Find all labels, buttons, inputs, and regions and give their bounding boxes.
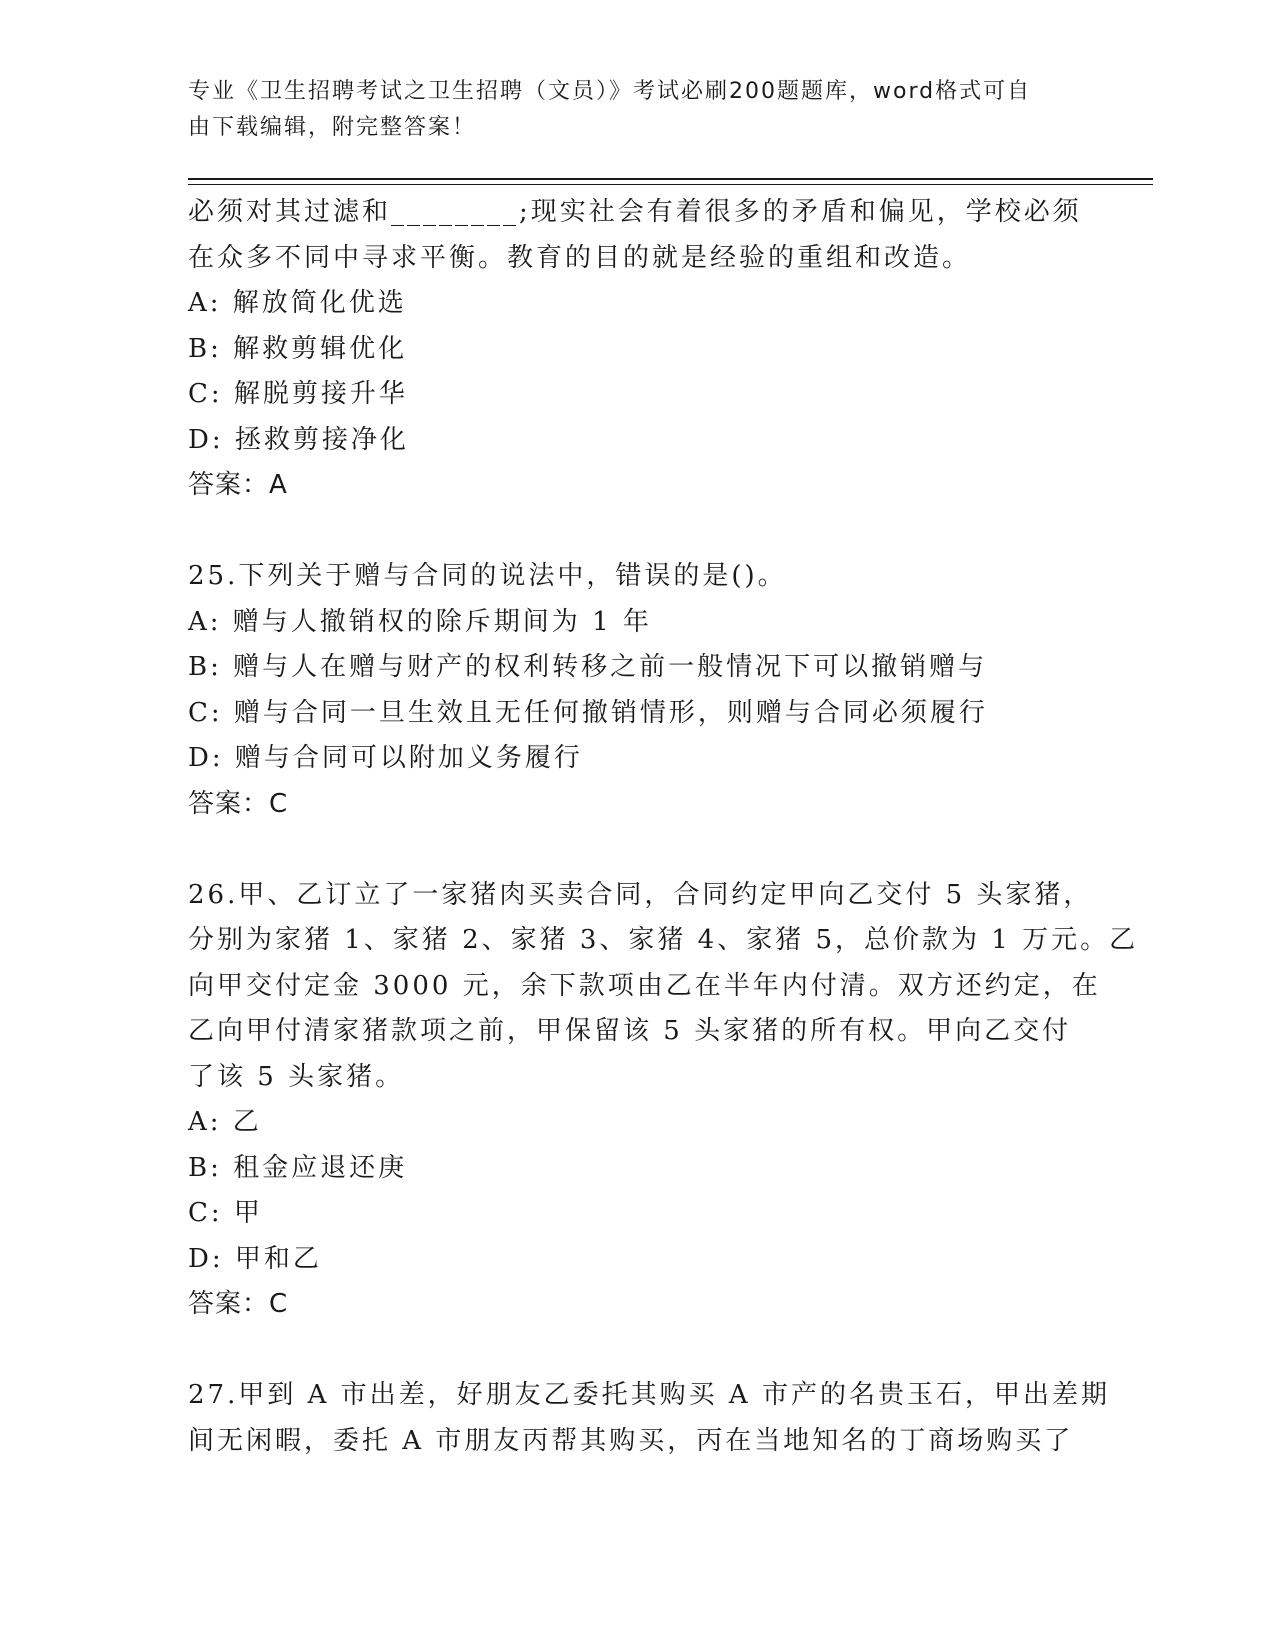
question-stem-line: 必须对其过滤和________;现实社会有着很多的矛盾和偏见，学校必须 [188, 197, 1082, 227]
question-stem-line: 乙向甲付清家猪款项之前，甲保留该 5 头家猪的所有权。甲向乙交付 [188, 1016, 1072, 1046]
question-stem-line: 间无闲暇，委托 A 市朋友丙帮其购买，丙在当地知名的丁商场购买了 [188, 1425, 1074, 1456]
spacer [188, 1328, 1088, 1374]
option-a: A: 赠与人撤销权的除斥期间为 1 年 [188, 606, 652, 637]
option-a: A: 乙 [188, 1107, 262, 1137]
option-b: B: 租金应退还庚 [188, 1152, 408, 1183]
question-25 [188, 554, 1088, 827]
header-line-2: 由下载编辑，附完整答案！ [188, 115, 477, 140]
document-header [188, 74, 1068, 146]
question-24 [188, 190, 1088, 509]
answer-line: 答案：C [188, 788, 289, 819]
answer-line: 答案：C [188, 1289, 289, 1319]
option-c: C: 赠与合同一旦生效且无任何撤销情形，则赠与合同必须履行 [188, 697, 988, 728]
answer-line: 答案：A [188, 470, 288, 500]
option-b: B: 赠与人在赠与财产的权利转移之前一般情况下可以撤销赠与 [188, 652, 988, 682]
header-divider-thick [188, 178, 1153, 180]
option-d: D: 甲和乙 [188, 1243, 322, 1274]
question-stem-line: 在众多不同中寻求平衡。教育的目的就是经验的重组和改造。 [188, 242, 972, 273]
option-b: B: 解救剪辑优化 [188, 333, 408, 364]
option-d: D: 拯救剪接净化 [188, 424, 409, 455]
question-stem-line: 向甲交付定金 3000 元，余下款项由乙在半年内付清。双方还约定，在 [188, 970, 1101, 1001]
spacer [188, 827, 1088, 873]
question-list [188, 190, 1139, 1464]
question-stem-line: 25.下列关于赠与合同的说法中，错误的是()。 [188, 561, 787, 591]
option-c: C: 甲 [188, 1198, 263, 1228]
option-a: A: 解放简化优选 [188, 288, 407, 318]
option-d: D: 赠与合同可以附加义务履行 [188, 743, 583, 773]
question-stem-line: 了该 5 头家猪。 [188, 1061, 405, 1092]
question-stem-line: 27.甲到 A 市出差，好朋友乙委托其购买 A 市产的名贵玉石，甲出差期 [188, 1380, 1110, 1410]
question-27 [188, 1373, 1110, 1464]
question-stem-line: 26.甲、乙订立了一家猪肉买卖合同，合同约定甲向乙交付 5 头家猪， [188, 879, 1093, 910]
question-stem-line: 分别为家猪 1、家猪 2、家猪 3、家猪 4、家猪 5，总价款为 1 万元。乙 [188, 925, 1139, 955]
question-26 [188, 873, 1139, 1328]
header-line-1: 专业《卫生招聘考试之卫生招聘（文员）》考试必刷200题题库，word格式可自 [188, 79, 1032, 104]
spacer [188, 509, 1088, 555]
option-c: C: 解脱剪接升华 [188, 379, 408, 409]
header-divider-thin [188, 184, 1153, 185]
